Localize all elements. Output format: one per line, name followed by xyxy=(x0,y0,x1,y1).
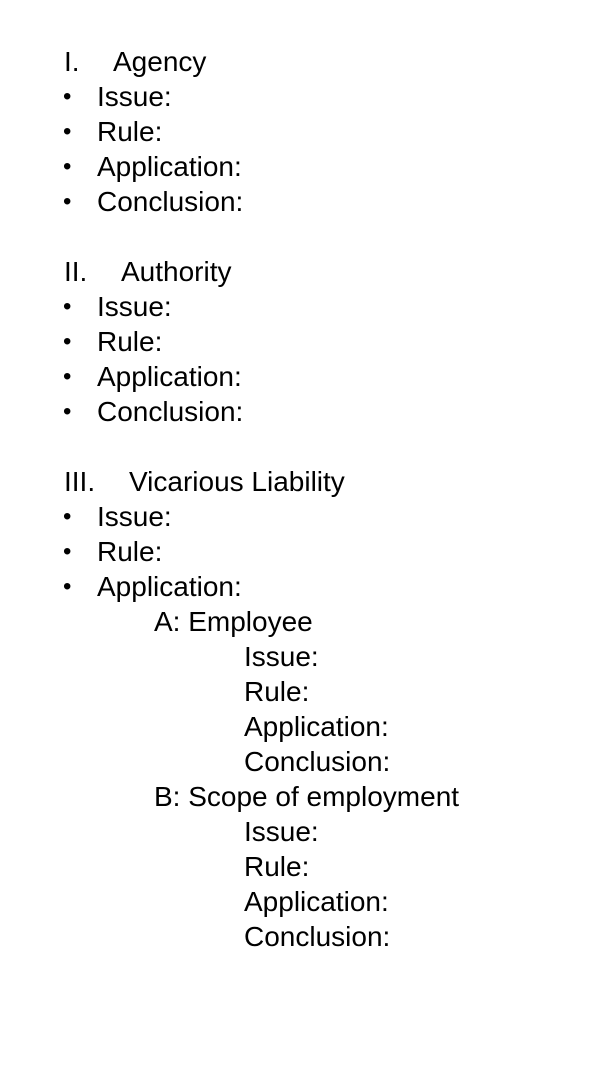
bullet-icon: • xyxy=(63,188,72,215)
bullet-icon: • xyxy=(63,398,72,425)
sub-list-item-label: Issue: xyxy=(244,641,319,672)
subsection-title: B: Scope of employment xyxy=(154,781,460,812)
sub-list-item-label: Application: xyxy=(244,886,389,917)
list-item-label: Rule: xyxy=(97,536,163,567)
bullet-icon: • xyxy=(63,573,72,600)
sub-list-item-label: Application: xyxy=(244,711,389,742)
subsection-title: A: Employee xyxy=(154,606,313,637)
section-numeral: III. xyxy=(64,466,96,497)
section-title: Authority xyxy=(121,256,232,287)
bullet-icon: • xyxy=(63,83,72,110)
list-item-label: Conclusion: xyxy=(97,396,244,427)
sub-list-item-label: Rule: xyxy=(244,676,310,707)
bullet-icon: • xyxy=(63,328,72,355)
bullet-icon: • xyxy=(63,293,72,320)
list-item-label: Application: xyxy=(97,571,242,602)
list-item-label: Application: xyxy=(97,151,242,182)
bullet-icon: • xyxy=(63,538,72,565)
section-title: Vicarious Liability xyxy=(129,466,345,497)
sub-list-item-label: Rule: xyxy=(244,851,310,882)
bullet-icon: • xyxy=(63,118,72,145)
list-item-label: Issue: xyxy=(97,501,172,532)
list-item-label: Application: xyxy=(97,361,242,392)
list-item-label: Rule: xyxy=(97,326,163,357)
section-numeral: I. xyxy=(64,46,80,77)
bullet-icon: • xyxy=(63,503,72,530)
bullet-icon: • xyxy=(63,153,72,180)
section-numeral: II. xyxy=(64,256,88,287)
bullet-icon: • xyxy=(63,363,72,390)
sub-list-item-label: Conclusion: xyxy=(244,746,391,777)
sub-list-item-label: Conclusion: xyxy=(244,921,391,952)
sub-list-item-label: Issue: xyxy=(244,816,319,847)
list-item-label: Rule: xyxy=(97,116,163,147)
list-item-label: Conclusion: xyxy=(97,186,244,217)
list-item-label: Issue: xyxy=(97,81,172,112)
section-title: Agency xyxy=(113,46,207,77)
list-item-label: Issue: xyxy=(97,291,172,322)
